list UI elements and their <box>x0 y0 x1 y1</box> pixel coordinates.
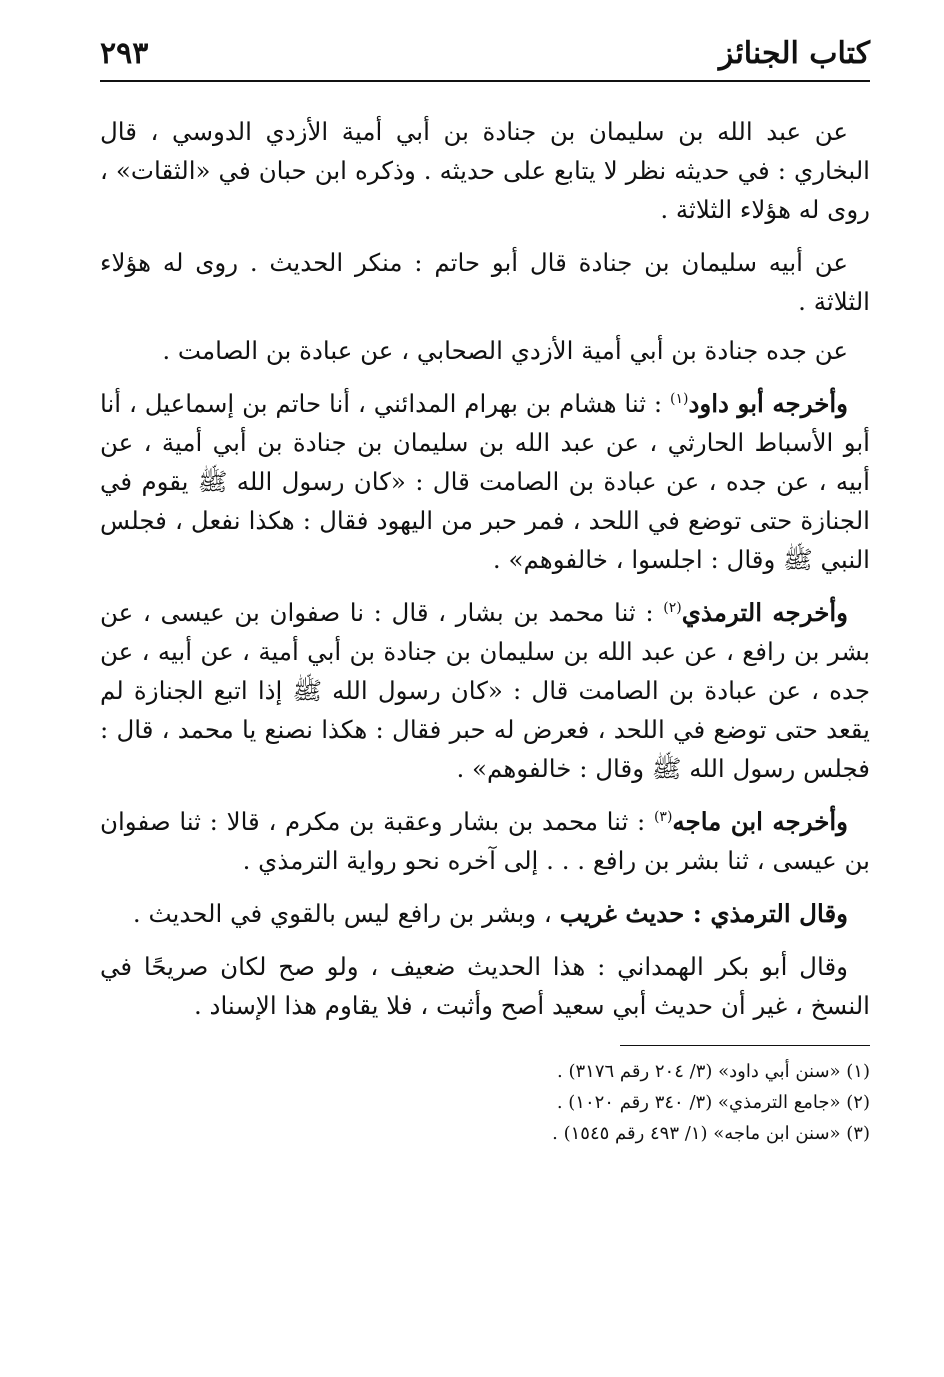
footnotes <box>100 1056 870 1149</box>
paragraph <box>100 947 870 1025</box>
footnote-1: (١) «سنن أبي داود» (٣/ ٢٠٤ رقم ٣١٧٦) . <box>557 1061 870 1082</box>
paragraph <box>100 802 870 880</box>
body-text <box>100 112 870 1025</box>
page-header <box>100 28 870 82</box>
paragraph-text: عن أبيه سليمان بن جنادة قال أبو حاتم : منكر الحديث . روى له هؤلاء الثلاثة . <box>100 248 870 316</box>
running-title: كتاب الجنائز <box>718 36 870 71</box>
footnote-reference[interactable]: (١) <box>670 390 689 407</box>
paragraph-text: : ثنا محمد بن بشار ، قال : نا صفوان بن عيسى ، عن بشر بن رافع ، عن عبد الله بن سليمان بن جنادة بن أبي أمية ، عن أبيه ، عن جده ، عن عبادة بن الصامت قال : «كان رسول الله ﷺ إذا اتبع الجنازة لم يقعد حتى توضع في اللحد ، فعرض له حبر فقال : هكذا نصنع يا محمد ، قال : فجلس رسول الله ﷺ وقال : خالفوهم» . <box>100 598 870 783</box>
paragraph <box>100 243 870 321</box>
footnote-reference[interactable]: (٣) <box>653 808 673 825</box>
paragraph <box>100 384 870 579</box>
paragraph-lead: وأخرجه ابن ماجه <box>672 807 848 836</box>
footnote-divider <box>620 1045 870 1046</box>
paragraph-text: ، وبشر بن رافع ليس بالقوي في الحديث . <box>132 899 560 928</box>
book-page <box>100 28 870 1358</box>
paragraph-text: : ثنا هشام بن بهرام المدائني ، أنا حاتم بن إسماعيل ، أنا أبو الأسباط الحارثي ، عن عبد الله بن سليمان بن جنادة بن أبي أمية ، عن أبيه ، عن جده ، عن عبادة بن الصامت قال : «كان رسول الله ﷺ يقوم في الجنازة حتى توضع في اللحد ، فمر حبر من اليهود فقال : هكذا نفعل ، فجلس النبي ﷺ وقال : اجلسوا ، خالفوهم» . <box>100 389 870 574</box>
paragraph <box>100 331 870 370</box>
paragraph-text: عن جده جنادة بن أبي أمية الأزدي الصحابي ، عن عبادة بن الصامت . <box>162 336 848 365</box>
paragraph-lead: وأخرجه الترمذي <box>681 598 848 627</box>
paragraph-text: : ثنا محمد بن بشار وعقبة بن مكرم ، قالا : ثنا صفوان بن عيسى ، ثنا بشر بن رافع . . . إلى آخره نحو رواية الترمذي . <box>100 807 870 875</box>
paragraph <box>100 112 870 229</box>
paragraph <box>100 894 870 933</box>
paragraph <box>100 593 870 788</box>
footnote-reference[interactable]: (٢) <box>663 599 682 616</box>
footnote-2: (٢) «جامع الترمذي» (٣/ ٣٤٠ رقم ١٠٢٠) . <box>556 1092 870 1113</box>
paragraph-text: وقال أبو بكر الهمداني : هذا الحديث ضعيف ، ولو صح لكان صريحًا في النسخ ، غير أن حديث أبي سعيد أصح وأثبت ، فلا يقاوم هذا الإسناد . <box>100 952 870 1020</box>
footnote-3: (٣) «سنن ابن ماجه» (١/ ٤٩٣ رقم ١٥٤٥) . <box>552 1123 870 1144</box>
paragraph-text: عن عبد الله بن سليمان بن جنادة بن أبي أمية الأزدي الدوسي ، قال البخاري : في حديثه نظر لا يتابع على حديثه . وذكره ابن حبان في «الثقات» ، روى له هؤلاء الثلاثة . <box>100 117 870 224</box>
paragraph-lead: وأخرجه أبو داود <box>688 389 849 418</box>
paragraph-lead: وقال الترمذي : حديث غريب <box>559 899 848 928</box>
page-number: ٢٩٣ <box>100 36 149 71</box>
